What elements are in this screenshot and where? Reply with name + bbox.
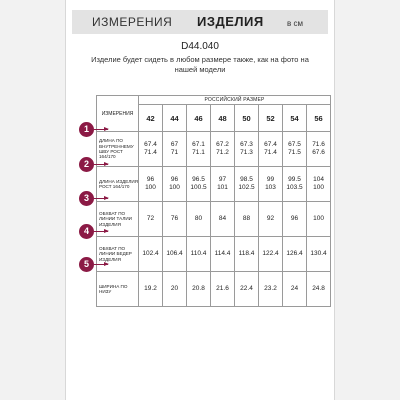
measurement-value: 24.8 bbox=[312, 285, 325, 292]
measurement-cell bbox=[211, 167, 235, 202]
size-header-cell: 56 bbox=[307, 105, 331, 132]
measurement-cell bbox=[211, 272, 235, 307]
size-header-cell: 48 bbox=[211, 105, 235, 132]
measurement-cell bbox=[307, 202, 331, 237]
measurement-cell bbox=[307, 237, 331, 272]
size-header-cell: 46 bbox=[187, 105, 211, 132]
table-corner-label: ИЗМЕРЕНИЯ bbox=[97, 96, 139, 132]
measurement-cell bbox=[187, 202, 211, 237]
measurement-value: 110.4 bbox=[190, 250, 207, 257]
arrow-icon bbox=[94, 198, 108, 199]
measurement-value: 67.1 bbox=[192, 141, 205, 148]
measurement-value: 126.4 bbox=[286, 250, 303, 257]
measurement-cell bbox=[259, 132, 283, 167]
measurement-value: 114.4 bbox=[214, 250, 231, 257]
measurement-value: 76 bbox=[170, 215, 179, 222]
measurement-cell bbox=[235, 167, 259, 202]
measurement-value: 71.1 bbox=[192, 149, 205, 156]
measurement-value: 84 bbox=[218, 215, 227, 222]
table-row bbox=[97, 167, 331, 202]
size-header-cell: 44 bbox=[163, 105, 187, 132]
measurement-cell bbox=[187, 272, 211, 307]
measurement-cell bbox=[259, 272, 283, 307]
measurement-value: 118.4 bbox=[238, 250, 255, 257]
measurement-value: 101 bbox=[217, 184, 228, 191]
measurement-cell bbox=[139, 237, 163, 272]
measurement-value: 24 bbox=[290, 285, 299, 292]
table-row bbox=[97, 202, 331, 237]
measurement-value: 100 bbox=[313, 215, 324, 222]
measurement-value: 102.5 bbox=[238, 184, 255, 191]
measurement-cell bbox=[235, 132, 259, 167]
size-system-header: РОССИЙСКИЙ РАЗМЕР bbox=[139, 96, 331, 105]
measurement-value: 67.4 bbox=[144, 141, 157, 148]
title-measurements: ИЗМЕРЕНИЯ bbox=[92, 15, 173, 29]
measurement-value: 100 bbox=[145, 184, 156, 191]
measurement-cell bbox=[211, 202, 235, 237]
measurement-cell bbox=[307, 167, 331, 202]
measurement-value: 21.6 bbox=[216, 285, 229, 292]
arrow-icon bbox=[94, 164, 108, 165]
measurement-value: 100 bbox=[313, 184, 324, 191]
row-marker-1: 1 bbox=[79, 122, 94, 137]
measurement-cell bbox=[211, 132, 235, 167]
measurement-value: 97 bbox=[218, 176, 227, 183]
measurement-label: ОБХВАТ ПО ЛИНИИ ТАЛИИ ИЗДЕЛИЯ bbox=[97, 202, 139, 237]
measurement-cell bbox=[139, 272, 163, 307]
measurement-cell bbox=[163, 167, 187, 202]
measurement-value: 67.3 bbox=[240, 141, 253, 148]
arrow-icon bbox=[94, 264, 108, 265]
measurement-value: 71.5 bbox=[288, 149, 301, 156]
measurement-value: 122.4 bbox=[262, 250, 279, 257]
size-header-cell: 50 bbox=[235, 105, 259, 132]
measurement-value: 130.4 bbox=[310, 250, 327, 257]
measurement-value: 22.4 bbox=[240, 285, 253, 292]
measurement-label: ШИРИНА ПО НИЗУ bbox=[97, 272, 139, 307]
measurement-value: 71.3 bbox=[240, 149, 253, 156]
article-number: D44.040 bbox=[181, 41, 219, 52]
measurement-cell bbox=[283, 237, 307, 272]
measurement-cell bbox=[235, 272, 259, 307]
measurement-value: 67 bbox=[170, 141, 179, 148]
measurement-label: ДЛИНА ПО ВНУТРЕННЕМУ ШВУ РОСТ 164/170 bbox=[97, 132, 139, 167]
measurement-value: 71.2 bbox=[216, 149, 229, 156]
measurement-value: 103 bbox=[265, 184, 276, 191]
measurement-cell bbox=[259, 167, 283, 202]
table-row bbox=[97, 132, 331, 167]
measurement-cell bbox=[283, 167, 307, 202]
measurement-value: 20.8 bbox=[192, 285, 205, 292]
measurement-label: ОБХВАТ ПО ЛИНИИ БЕДЕР ИЗДЕЛИЯ bbox=[97, 237, 139, 272]
measurement-cell bbox=[163, 132, 187, 167]
measurement-value: 67.4 bbox=[264, 141, 277, 148]
measurement-value: 98.5 bbox=[240, 176, 253, 183]
measurement-cell bbox=[283, 272, 307, 307]
row-marker-3: 3 bbox=[79, 191, 94, 206]
measurement-value: 103.5 bbox=[286, 184, 303, 191]
measurement-value: 71.4 bbox=[144, 149, 157, 156]
size-table bbox=[96, 95, 331, 307]
measurement-cell bbox=[139, 167, 163, 202]
measurement-value: 92 bbox=[266, 215, 275, 222]
measurement-cell bbox=[139, 202, 163, 237]
measurement-value: 80 bbox=[194, 215, 203, 222]
size-header-cell: 42 bbox=[139, 105, 163, 132]
table-row bbox=[97, 272, 331, 307]
title-banner bbox=[72, 10, 328, 34]
measurement-value: 104 bbox=[313, 176, 324, 183]
measurement-cell bbox=[187, 167, 211, 202]
measurement-cell bbox=[211, 237, 235, 272]
measurement-cell bbox=[163, 237, 187, 272]
measurement-cell bbox=[307, 272, 331, 307]
measurement-cell bbox=[187, 237, 211, 272]
measurement-cell bbox=[259, 237, 283, 272]
measurement-cell bbox=[187, 132, 211, 167]
title-item: ИЗДЕЛИЯ bbox=[197, 14, 264, 29]
measurement-value: 99 bbox=[266, 176, 275, 183]
measurement-label: ДЛИНА ИЗДЕЛИЯ РОСТ 164/170 bbox=[97, 167, 139, 202]
measurement-cell bbox=[283, 202, 307, 237]
fit-note: Изделие будет сидеть в любом размере также, как на фото на нашей модели bbox=[91, 55, 309, 74]
measurement-value: 100.5 bbox=[190, 184, 207, 191]
measurement-value: 96 bbox=[290, 215, 299, 222]
measurement-value: 71.6 bbox=[312, 141, 325, 148]
measurement-cell bbox=[259, 202, 283, 237]
measurement-value: 20 bbox=[170, 285, 179, 292]
measurement-value: 67.5 bbox=[288, 141, 301, 148]
row-marker-2: 2 bbox=[79, 157, 94, 172]
measurement-cell bbox=[235, 202, 259, 237]
size-header-cell: 52 bbox=[259, 105, 283, 132]
measurement-cell bbox=[283, 132, 307, 167]
row-marker-4: 4 bbox=[79, 224, 94, 239]
row-marker-5: 5 bbox=[79, 257, 94, 272]
arrow-icon bbox=[94, 129, 108, 130]
measurement-value: 100 bbox=[169, 184, 180, 191]
table-row bbox=[97, 237, 331, 272]
measurement-value: 67.2 bbox=[216, 141, 229, 148]
size-header-cell: 54 bbox=[283, 105, 307, 132]
measurement-cell bbox=[163, 202, 187, 237]
measurement-value: 71 bbox=[170, 149, 179, 156]
measurement-value: 23.2 bbox=[264, 285, 277, 292]
measurement-value: 96.5 bbox=[192, 176, 205, 183]
measurement-value: 19.2 bbox=[144, 285, 157, 292]
measurement-value: 96 bbox=[170, 176, 179, 183]
measurement-value: 71.4 bbox=[264, 149, 277, 156]
measurement-cell bbox=[163, 272, 187, 307]
measurement-value: 99.5 bbox=[288, 176, 301, 183]
measurement-value: 102.4 bbox=[142, 250, 159, 257]
units-label: в см bbox=[287, 19, 303, 28]
measurement-value: 72 bbox=[146, 215, 155, 222]
arrow-icon bbox=[94, 231, 108, 232]
measurement-value: 67.6 bbox=[312, 149, 325, 156]
measurement-cell bbox=[307, 132, 331, 167]
measurement-value: 96 bbox=[146, 176, 155, 183]
measurement-cell bbox=[139, 132, 163, 167]
measurement-value: 88 bbox=[242, 215, 251, 222]
measurement-value: 106.4 bbox=[166, 250, 183, 257]
size-chart-page bbox=[65, 0, 335, 400]
measurement-cell bbox=[235, 237, 259, 272]
